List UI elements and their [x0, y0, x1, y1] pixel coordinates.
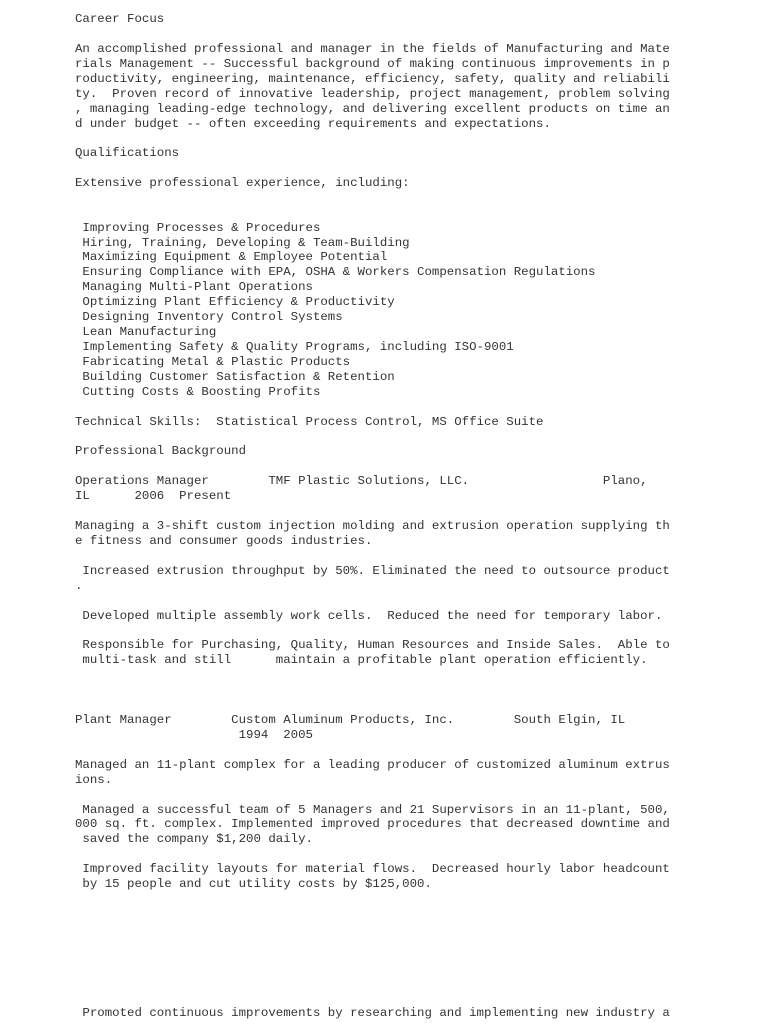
qualification-item: Maximizing Equipment & Employee Potential	[75, 250, 388, 264]
qualification-item: Hiring, Training, Developing & Team-Building	[75, 236, 410, 250]
job-achievement-line: multi-task and still maintain a profitable plant operation efficiently.	[75, 653, 648, 667]
section-heading-professional-background: Professional Background	[75, 444, 247, 458]
job-description-line: Managing a 3-shift custom injection molding and extrusion operation supplying th	[75, 519, 670, 533]
career-focus-text-line: , managing leading-edge technology, and delivering excellent products on time an	[75, 102, 670, 116]
qualification-item: Improving Processes & Procedures	[75, 221, 321, 235]
job-achievement-line: Developed multiple assembly work cells. Reduced the need for temporary labor.	[75, 609, 663, 623]
job-header-plant-manager: Plant Manager Custom Aluminum Products, Inc. South Elgin, IL	[75, 713, 626, 727]
section-heading-career-focus: Career Focus	[75, 12, 165, 26]
job-header-operations-manager: Operations Manager TMF Plastic Solutions, LLC. Plano,	[75, 474, 648, 488]
job-header-dates: 1994 2005	[75, 728, 313, 742]
job-achievement-line: Managed a successful team of 5 Managers and 21 Supervisors in an 11-plant, 500,	[75, 803, 670, 817]
qualification-item: Managing Multi-Plant Operations	[75, 280, 313, 294]
job-achievement-line: Promoted continuous improvements by researching and implementing new industry a	[75, 1006, 670, 1020]
qualification-item: Implementing Safety & Quality Programs, including ISO-9001	[75, 340, 514, 354]
qualification-item: Optimizing Plant Efficiency & Productivity	[75, 295, 395, 309]
career-focus-text-line: An accomplished professional and manager in the fields of Manufacturing and Mate	[75, 42, 670, 56]
qualification-item: Lean Manufacturing	[75, 325, 217, 339]
job-header-location-dates: IL 2006 Present	[75, 489, 232, 503]
qualification-item: Designing Inventory Control Systems	[75, 310, 343, 324]
qualification-item: Building Customer Satisfaction & Retention	[75, 370, 395, 384]
qualification-item: Fabricating Metal & Plastic Products	[75, 355, 351, 369]
job-achievement-line: 000 sq. ft. complex. Implemented improved procedures that decreased downtime and	[75, 817, 670, 831]
technical-skills-line: Technical Skills: Statistical Process Control, MS Office Suite	[75, 415, 544, 429]
job-achievement-line: by 15 people and cut utility costs by $125,000.	[75, 877, 432, 891]
job-achievement-line: Increased extrusion throughput by 50%. Eliminated the need to outsource product	[75, 564, 670, 578]
job-achievement-line: Improved facility layouts for material flows. Decreased hourly labor headcount	[75, 862, 670, 876]
career-focus-text-line: ty. Proven record of innovative leadership, project management, problem solving	[75, 87, 670, 101]
qualifications-intro: Extensive professional experience, including:	[75, 176, 410, 190]
career-focus-text-line: rials Management -- Successful background of making continuous improvements in p	[75, 57, 670, 71]
job-achievement-line: .	[75, 579, 83, 593]
career-focus-text-line: roductivity, engineering, maintenance, efficiency, safety, quality and reliabili	[75, 72, 670, 86]
job-description-line: ions.	[75, 773, 113, 787]
section-heading-qualifications: Qualifications	[75, 146, 180, 160]
qualification-item: Cutting Costs & Boosting Profits	[75, 385, 321, 399]
job-achievement-line: saved the company $1,200 daily.	[75, 832, 313, 846]
job-description-line: Managed an 11-plant complex for a leading producer of customized aluminum extrus	[75, 758, 670, 772]
qualification-item: Ensuring Compliance with EPA, OSHA & Workers Compensation Regulations	[75, 265, 596, 279]
job-achievement-line: Responsible for Purchasing, Quality, Human Resources and Inside Sales. Able to	[75, 638, 670, 652]
career-focus-text-line: d under budget -- often exceeding requirements and expectations.	[75, 117, 551, 131]
job-description-line: e fitness and consumer goods industries.	[75, 534, 373, 548]
